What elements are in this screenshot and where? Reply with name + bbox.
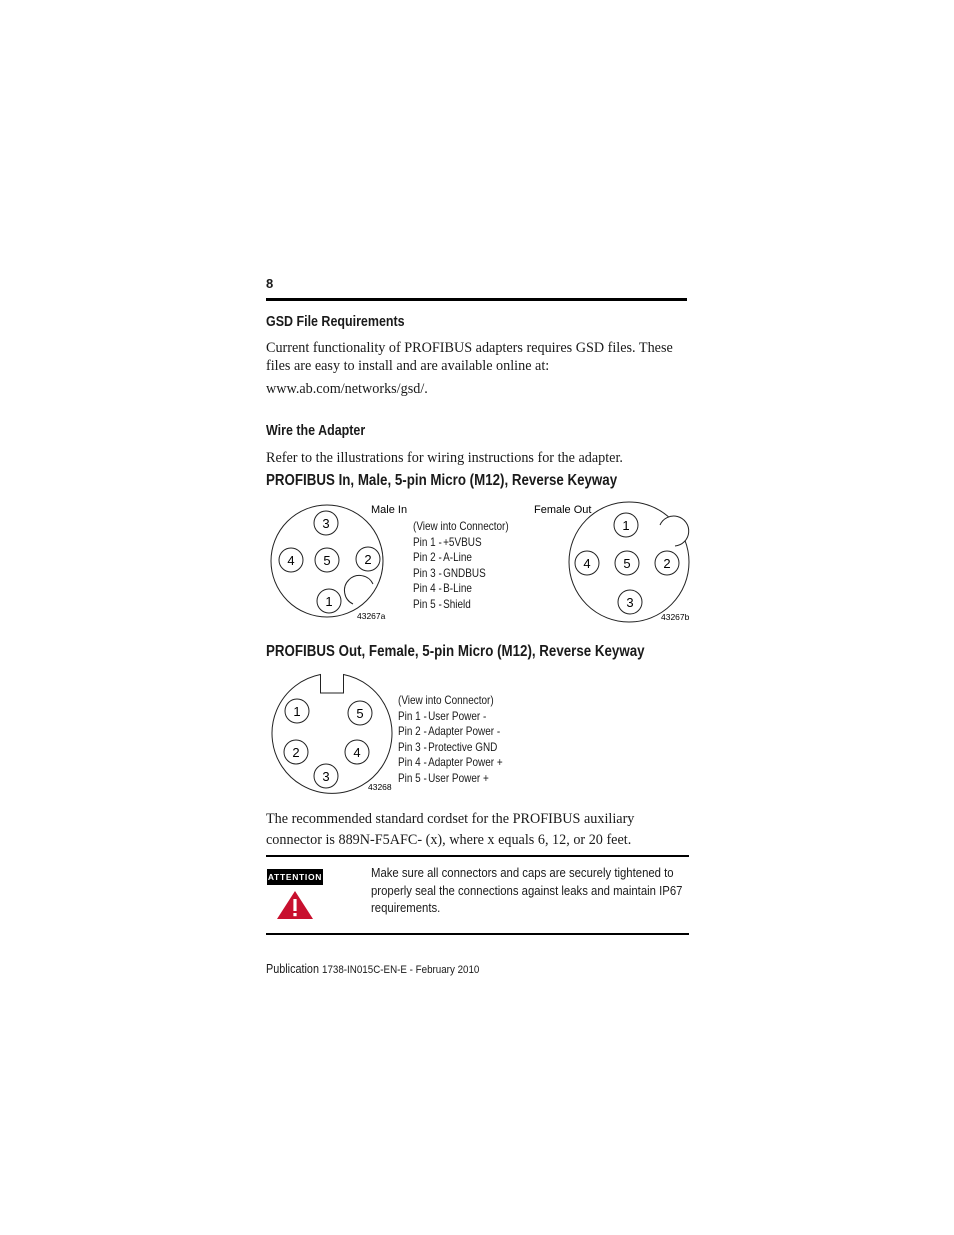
female-out-connector bbox=[534, 502, 690, 622]
page-number: 8 bbox=[266, 276, 274, 291]
attention-text: Make sure all connectors and caps are securely tightened to properly seal the connections against leaks and maintain IP67 requirements. bbox=[371, 865, 683, 915]
attention-badge: ATTENTION bbox=[267, 869, 323, 885]
male-pin-5-label: 5 bbox=[323, 553, 331, 568]
profibus-out-heading: PROFIBUS Out, Female, 5-pin Micro (M12), Reverse Keyway bbox=[266, 643, 645, 660]
male-keyway bbox=[344, 575, 373, 604]
male-in-label: Male In bbox=[371, 504, 408, 516]
profibus-in-heading: PROFIBUS In, Male, 5-pin Micro (M12), Reverse Keyway bbox=[266, 472, 618, 489]
gsd-url: www.ab.com/networks/gsd/. bbox=[266, 381, 428, 397]
male-pin-1-label: 1 bbox=[325, 594, 333, 609]
top-rule bbox=[266, 298, 687, 301]
profibus-out-pin-3: Pin 3 -Protective GND bbox=[398, 740, 498, 754]
footer-label: Publication bbox=[266, 962, 319, 976]
male-figure-id: 43267a bbox=[357, 611, 386, 621]
wire-heading: Wire the Adapter bbox=[266, 423, 366, 439]
profibus-out-connector bbox=[272, 675, 392, 794]
profibus-in-view-note: (View into Connector) bbox=[413, 520, 509, 533]
female-pin-5-label: 5 bbox=[623, 556, 631, 571]
female-pin-2-label: 2 bbox=[663, 556, 671, 571]
profibus-in-pin-list bbox=[413, 519, 509, 613]
female-out-label: Female Out bbox=[534, 504, 592, 516]
out-pin-4-label: 4 bbox=[353, 745, 361, 760]
female-pin-3-label: 3 bbox=[626, 595, 634, 610]
out-pin-1-label: 1 bbox=[293, 704, 301, 719]
out-pin-5-label: 5 bbox=[356, 706, 364, 721]
profibus-out-view-note: (View into Connector) bbox=[398, 694, 494, 707]
out-connector-body bbox=[272, 675, 392, 794]
profibus-out-pin-1: Pin 1 -User Power - bbox=[398, 709, 487, 723]
profibus-in-pin-1: Pin 1 -+5VBUS bbox=[413, 535, 482, 549]
out-figure-id: 43268 bbox=[368, 782, 392, 792]
female-pin-1-label: 1 bbox=[622, 518, 630, 533]
male-pin-3-label: 3 bbox=[322, 516, 330, 531]
male-pin-4-label: 4 bbox=[287, 553, 295, 568]
footer bbox=[266, 962, 479, 976]
profibus-in-pin-4: Pin 4 -B-Line bbox=[413, 582, 472, 596]
attention-bottom-rule bbox=[266, 933, 689, 935]
out-pin-2-label: 2 bbox=[292, 745, 300, 760]
male-in-connector bbox=[271, 504, 407, 621]
profibus-in-pin-2: Pin 2 -A-Line bbox=[413, 551, 472, 565]
profibus-out-diagram bbox=[262, 670, 402, 798]
profibus-out-pin-4: Pin 4 -Adapter Power + bbox=[398, 756, 503, 770]
profibus-in-pin-5: Pin 5 -Shield bbox=[413, 597, 471, 611]
cordset-note: The recommended standard cordset for the PROFIBUS auxiliary connector is 889N-F5AFC- (x), where x equals 6, 12, or 20 feet. bbox=[266, 811, 635, 848]
attention-top-rule bbox=[266, 855, 689, 857]
female-pin-4-label: 4 bbox=[583, 556, 591, 571]
profibus-out-pin-2: Pin 2 -Adapter Power - bbox=[398, 725, 501, 739]
female-figure-id: 43267b bbox=[661, 612, 690, 622]
female-keyway bbox=[660, 516, 689, 546]
gsd-paragraph: Current functionality of PROFIBUS adapters requires GSD files. These files are easy to install and are available online at: bbox=[266, 340, 673, 374]
wire-paragraph: Refer to the illustrations for wiring instructions for the adapter. bbox=[266, 450, 623, 466]
out-pin-3-label: 3 bbox=[322, 769, 330, 784]
footer-publication: 1738-IN015C-EN-E - February 2010 bbox=[322, 964, 480, 976]
warning-triangle-icon bbox=[276, 890, 314, 920]
profibus-in-pin-3: Pin 3 -GNDBUS bbox=[413, 566, 486, 580]
gsd-heading: GSD File Requirements bbox=[266, 314, 405, 330]
profibus-out-pin-5: Pin 5 -User Power + bbox=[398, 771, 489, 785]
profibus-out-pin-list bbox=[398, 693, 503, 787]
male-pin-2-label: 2 bbox=[364, 552, 372, 567]
